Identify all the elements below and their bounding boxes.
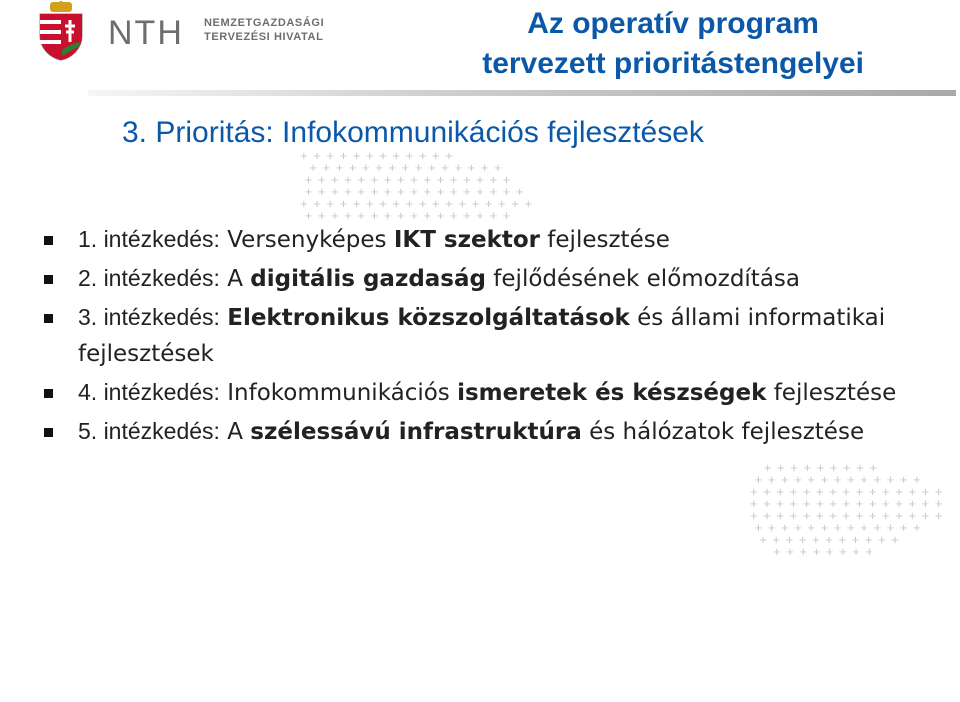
list-item (44, 414, 924, 450)
item-text: Versenyképes (219, 227, 394, 253)
hungarian-coat-of-arms-icon (34, 0, 88, 62)
title-line-2: tervezett prioritástengelyei (482, 47, 864, 80)
list-item (44, 261, 924, 297)
item-prefix: 2. intézkedés: (78, 265, 220, 291)
list-item (44, 222, 924, 258)
logo-line-2: TERVEZÉSI HIVATAL (204, 31, 324, 43)
item-text: A (219, 266, 251, 292)
item-highlight: Elektronikus közszolgáltatások (227, 305, 630, 331)
item-highlight: szélessávú infrastruktúra (250, 419, 582, 445)
item-text: Infokommunikációs (219, 380, 458, 406)
item-highlight: ismeretek és készségek (457, 380, 767, 406)
title-divider (88, 90, 956, 96)
measures-list (44, 222, 924, 453)
item-suffix: és állami informatikai fejlesztések (78, 305, 886, 367)
square-bullet-icon (44, 389, 53, 398)
item-suffix: fejlesztése (540, 227, 670, 253)
title-line-1: Az operatív program (527, 7, 819, 40)
square-bullet-icon (44, 236, 53, 245)
square-bullet-icon (44, 428, 53, 437)
logo-letters: NTH (108, 14, 184, 52)
item-suffix: fejlődésének előmozdítása (486, 266, 800, 292)
item-highlight: IKT szektor (393, 227, 540, 253)
item-suffix: és hálózatok fejlesztése (581, 419, 865, 445)
nth-logo (34, 0, 334, 84)
square-bullet-icon (44, 275, 53, 284)
logo-line-1: NEMZETGAZDASÁGI (204, 17, 325, 29)
section-subtitle: 3. Prioritás: Infokommunikációs fejlesztések (122, 116, 704, 149)
item-prefix: 4. intézkedés: (78, 379, 220, 405)
item-prefix: 5. intézkedés: (78, 418, 220, 444)
list-item (44, 375, 924, 411)
item-suffix: fejlesztése (766, 380, 897, 406)
decorative-cross-pattern: + + + + + + + + + + + + + + + + + + + + + + + + + + + + + + + + + + + + + + + + + + + + + + + + + + + + + + + + + + + + + + + + + + + + + + + + + + + + + + + + + + + + + + + + + + + + + + + + + + + (750, 460, 944, 559)
decorative-cross-pattern: + + + + + + + + + + + + + + + + + + + + + + + + + + + + + + + + + + + + + + + + + + + + + + + + + + + + + + + + + + + + + + + + + + + + + + + + + + + + + + + + + + + + + + + + + + + + + + (300, 148, 534, 223)
item-highlight: digitális gazdaság (250, 266, 486, 292)
item-prefix: 3. intézkedés: (78, 304, 220, 330)
item-text: A (219, 419, 251, 445)
item-prefix: 1. intézkedés: (78, 226, 220, 252)
logo-agency-name (204, 16, 324, 44)
page-title (482, 4, 864, 84)
square-bullet-icon (44, 314, 53, 323)
list-item (44, 300, 924, 372)
